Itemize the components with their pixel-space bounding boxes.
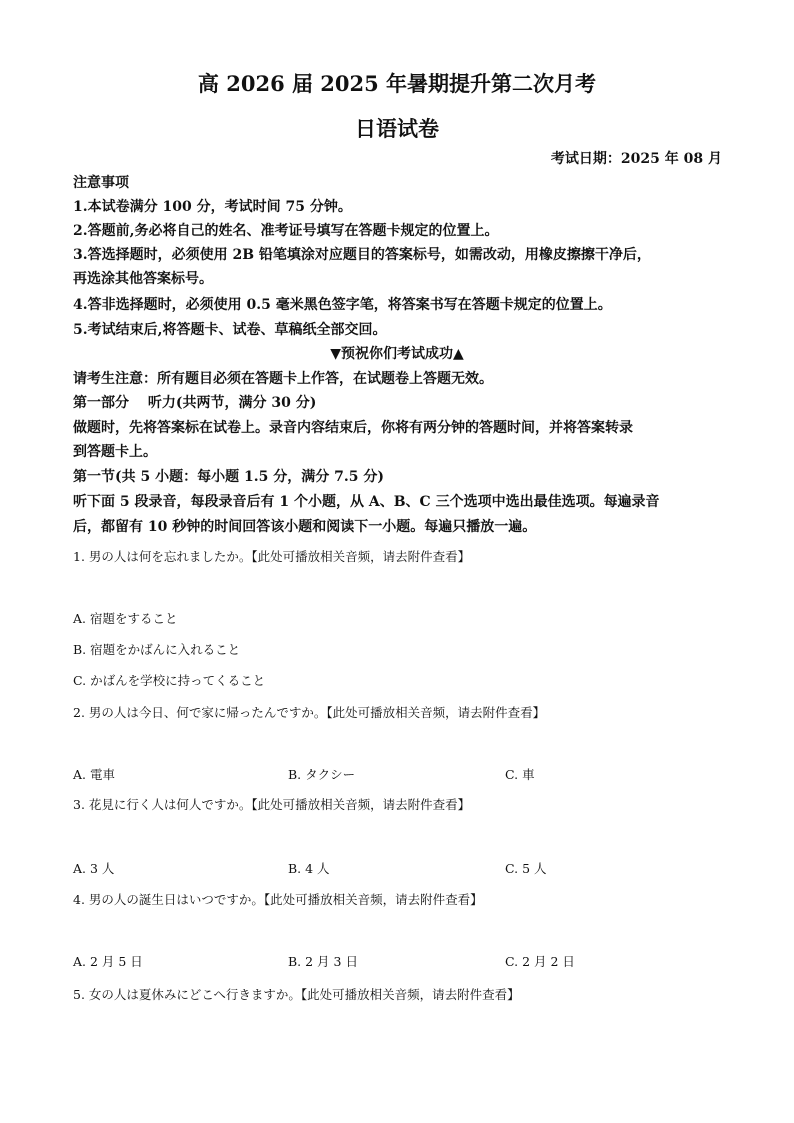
- part1-instruction: 到答题卡上。: [73, 444, 157, 460]
- exam-title: 高 2026 届 2025 年暑期提升第二次月考: [197, 71, 597, 96]
- good-luck-banner: ▼预祝你们考试成功▲: [330, 346, 464, 362]
- question-2-option-c: C. 車: [505, 767, 535, 782]
- question-3: 3. 花見に行く人は何人ですか。【此处可播放相关音频，请去附件查看】: [73, 797, 471, 812]
- part1-instruction: 做题时，先将答案标在试卷上。录音内容结束后，你将有两分钟的答题时间，并将答案转录: [73, 420, 633, 436]
- notes-heading: 注意事项: [73, 175, 129, 191]
- note-item: 5.考试结束后,将答题卡、试卷、草稿纸全部交回。: [73, 322, 387, 338]
- question-3-option-a: A. 3 人: [73, 861, 115, 876]
- section1-heading: 第一节(共 5 小题：每小题 1.5 分，满分 7.5 分): [73, 469, 384, 485]
- note-item: 2.答题前,务必将自己的姓名、准考证号填写在答题卡规定的位置上。: [73, 223, 499, 239]
- note-item: 3.答选择题时，必须使用 2B 铅笔填涂对应题目的答案标号，如需改动，用橡皮擦擦干净后，: [73, 247, 651, 263]
- question-3-option-c: C. 5 人: [505, 861, 547, 876]
- question-1-option-a: A. 宿題をすること: [73, 611, 178, 626]
- question-2-option-b: B. タクシー: [288, 767, 356, 782]
- question-4-option-c: C. 2 月 2 日: [505, 954, 575, 969]
- note-item: 1.本试卷满分 100 分，考试时间 75 分钟。: [73, 199, 352, 215]
- part1-heading: 第一部分 听力(共两节，满分 30 分): [73, 395, 317, 411]
- exam-subtitle: 日语试卷: [355, 116, 439, 141]
- question-4-option-a: A. 2 月 5 日: [73, 954, 143, 969]
- question-2-option-a: A. 電車: [73, 767, 115, 782]
- question-4-option-b: B. 2 月 3 日: [288, 954, 358, 969]
- question-1-option-b: B. 宿題をかばんに入れること: [73, 642, 241, 657]
- section1-instruction: 后，都留有 10 秒钟的时间回答该小题和阅读下一小题。每遍只播放一遍。: [73, 519, 537, 535]
- note-item: 4.答非选择题时，必须使用 0.5 毫米黑色签字笔，将答案书写在答题卡规定的位置上。: [73, 297, 612, 313]
- question-3-option-b: B. 4 人: [288, 861, 330, 876]
- note-item: 再选涂其他答案标号。: [73, 271, 213, 287]
- question-4: 4. 男の人の誕生日はいつですか。【此处可播放相关音频，请去附件查看】: [73, 892, 483, 907]
- exam-date: 考试日期：2025 年 08 月: [550, 151, 722, 167]
- section1-instruction: 听下面 5 段录音，每段录音后有 1 个小题，从 A、B、C 三个选项中选出最佳选项。每遍录音: [73, 494, 660, 510]
- question-1-option-c: C. かばんを学校に持ってくること: [73, 673, 266, 688]
- question-2: 2. 男の人は今日、何で家に帰ったんですか。【此处可播放相关音频，请去附件查看】: [73, 705, 546, 720]
- question-5: 5. 女の人は夏休みにどこへ行きますか。【此处可播放相关音频，请去附件查看】: [73, 987, 520, 1002]
- answer-warning: 请考生注意：所有题目必须在答题卡上作答，在试题卷上答题无效。: [73, 371, 493, 387]
- question-1: 1. 男の人は何を忘れましたか。【此处可播放相关音频，请去附件查看】: [73, 549, 471, 564]
